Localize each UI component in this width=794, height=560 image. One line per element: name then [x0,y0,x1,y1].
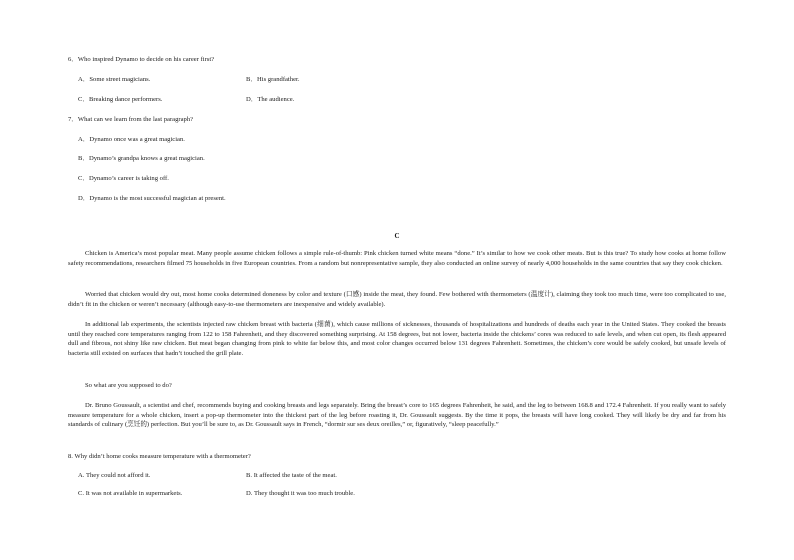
section-c-title: C [394,232,400,240]
passage-paragraph-5: Dr. Bruno Goussault, a scientist and chef, recommends buying and cooking breasts and legs separately. Bring the breast’s core to 165 degrees Fahrenheit, he said, and the leg to between 168.8 and 172.4 Fahrenheit. If you really want to safely measure temperature for a whole chicken, insert a pop-up thermometer into the thickest part of the leg before roasting it, Dr. Goussault suggests. By the time it pops, the breasts will have long cooked. They will likely be dry and far from his standards of culinary (烹饪的) perfection. But you’ll be sure to, as Dr. Goussault says in French, “dormir sur ses deux oreilles,” or, figuratively, “sleep peacefully.” [68,402,726,429]
question-6-option-c: C．Breaking dance performers. [78,96,163,103]
question-8-option-b: B. It affected the taste of the meat. [246,472,337,479]
question-7-option-b: B．Dynamo’s grandpa knows a great magician. [78,155,205,162]
passage-paragraph-4: So what are you supposed to do? [85,382,172,389]
question-7-option-d: D．Dynamo is the most successful magician at present. [78,195,226,202]
question-8-option-c: C. It was not available in supermarkets. [78,490,183,497]
question-7-option-c: C．Dynamo’s career is taking off. [78,175,169,182]
passage-paragraph-1: Chicken is America’s most popular meat. Many people assume chicken follows a simple rule-of-thumb: Pink chicken turned white means “done.” It’s similar to how we cook other meats. But is this true? To study how cooks at home follow safety recommendations, researchers filmed 75 households in five European countries. From a random but nonrepresentative sample, they also conducted an online survey of nearly 4,000 households in the same countries that say they cook chicken. [68,250,726,267]
question-6-option-d: D．The audience. [246,96,295,103]
question-8-stem: 8. Why didn’t home cooks measure temperature with a thermometer? [68,453,251,460]
question-7-stem: 7．What can we learn from the last paragraph? [68,116,194,123]
question-8-option-d: D. They thought it was too much trouble. [246,490,355,497]
question-7-option-a: A．Dynamo once was a great magician. [78,136,185,143]
passage-paragraph-2: Worried that chicken would dry out, most home cooks determined doneness by color and texture (口感) inside the meat, they found. Few bothered with thermometers (温度计), claiming they took too much time, were too complicated to use, didn’t fit in the chicken or weren’t necessary (although easy-to-use thermometers are inexpensive and widely available). [68,291,726,308]
passage-paragraph-3: In additional lab experiments, the scientists injected raw chicken breast with bacteria (细菌), which cause millions of sicknesses, thousands of hospitalizations and hundreds of deaths each year in the United States. They cooked the breasts until they reached core temperatures ranging from 122 to 158 Fahrenheit, and they discovered something surprising. At 158 degrees, but not lower, bacteria inside the chickens’ cores was reduced to safe levels, and when cut open, its flesh appeared dull and fibrous, not shiny like raw chicken. But meat began changing from pink to white far below this, and most color changes occurred below 131 degrees Fahrenheit. Sometimes, the chicken’s core would be safely cooked, but unsafe levels of bacteria still existed on surfaces that hadn’t touched the grill plate. [68,321,726,357]
question-8-option-a: A. They could not afford it. [78,472,151,479]
question-6-option-a: A．Some street magicians. [78,76,151,83]
question-6-stem: 6．Who inspired Dynamo to decide on his career first? [68,56,215,63]
question-6-option-b: B．His grandfather. [246,76,300,83]
